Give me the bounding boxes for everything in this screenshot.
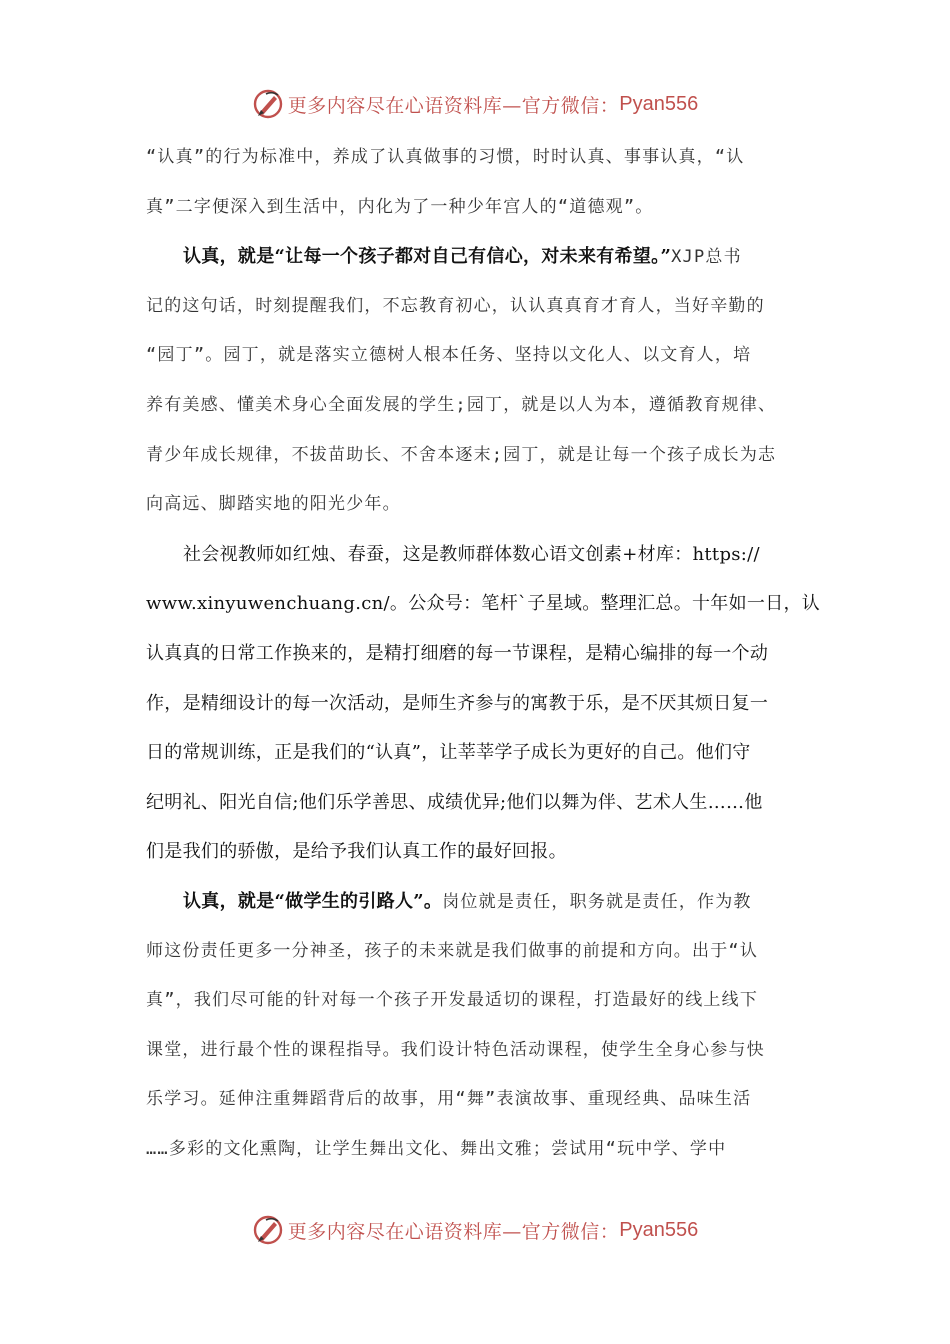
text-line: 们是我们的骄傲，是给予我们认真工作的最好回报。: [146, 841, 567, 863]
text-line: 养有美感、懂美术身心全面发展的学生;园丁，就是以人为本，遵循教育规律、: [146, 394, 777, 415]
text-line: 认真真的日常工作换来的，是精打细磨的每一节课程，是精心编排的每一个动: [146, 642, 769, 664]
banner-text: 更多内容尽在心语资料库—官方微信：: [287, 94, 620, 117]
text-line: 日的常规训练，正是我们的“认真”，让莘莘学子成长为更好的自己。他们守: [146, 742, 751, 764]
text-line: 师这份责任更多一分神圣，孩子的未来就是我们做事的前提和方向。出于“认: [146, 940, 759, 961]
text-line: 社会视教师如红烛、春蚕，这是教师群体数心语文创素+材库：https://: [183, 543, 760, 565]
text-line: 记的这句话，时刻提醒我们，不忘教育初心，认认真真育才育人，当好辛勤的: [146, 295, 765, 316]
text-line: 课堂，进行最个性的课程指导。我们设计特色活动课程，使学生全身心参与快: [146, 1039, 765, 1060]
pen-logo-icon: [252, 1214, 284, 1246]
text-line: 作，是精细设计的每一次活动，是师生齐参与的寓教于乐，是不厌其烦日复一: [146, 692, 769, 714]
text-line: www.xinyuwenchuang.cn/。公众号：笔杆`子星域。整理汇总。十年如一日，认: [146, 593, 821, 615]
text-line: 乐学习。延伸注重舞蹈背后的故事，用“舞”表演故事、重现经典、品味生活: [146, 1089, 752, 1110]
banner-wechat-id: Pyan556: [619, 92, 699, 115]
text-fragment: 岗位就是责任，职务就是责任，作为教: [442, 891, 752, 912]
bold-heading: 认真，就是“让每一个孩子都对自己有信心，对未来有希望。”: [183, 246, 672, 268]
footer-banner: [0, 1210, 950, 1250]
paragraph-1: [146, 133, 806, 232]
text-line: 纪明礼、阳光自信;他们乐学善思、成绩优异;他们以舞为伴、艺术人生……他: [146, 791, 763, 813]
text-line: 真”，我们尽可能的针对每一个孩子开发最适切的课程，打造最好的线上线下: [146, 990, 759, 1011]
paragraph-4: [146, 877, 806, 1175]
banner-wechat-id: Pyan556: [619, 1218, 699, 1241]
text-line: [146, 877, 806, 927]
bold-heading: 认真，就是“做学生的引路人”。: [183, 890, 443, 912]
document-body: [146, 133, 821, 1174]
text-line: [146, 232, 806, 282]
text-line: 向高远、脚踏实地的阳光少年。: [146, 494, 401, 515]
paragraph-2: [146, 232, 806, 530]
header-banner: [0, 84, 950, 124]
text-line: “园丁”。园丁，就是落实立德树人根本任务、坚持以文化人、以文育人，培: [146, 345, 752, 366]
paragraph-3: [146, 530, 821, 877]
pen-logo-icon: [252, 88, 284, 120]
text-fragment: XJP总书: [671, 247, 742, 268]
text-line: 真”二字便深入到生活中，内化为了一种少年宫人的“道德观”。: [146, 196, 654, 217]
banner-text: 更多内容尽在心语资料库—官方微信：: [287, 1220, 620, 1243]
text-line: 青少年成长规律，不拔苗助长、不舍本逐末;园丁，就是让每一个孩子成长为志: [146, 444, 777, 465]
text-line: “认真”的行为标准中，养成了认真做事的习惯，时时认真、事事认真，“认: [146, 147, 745, 167]
text-line: ……多彩的文化熏陶，让学生舞出文化、舞出文雅；尝试用“玩中学、学中: [146, 1138, 727, 1159]
